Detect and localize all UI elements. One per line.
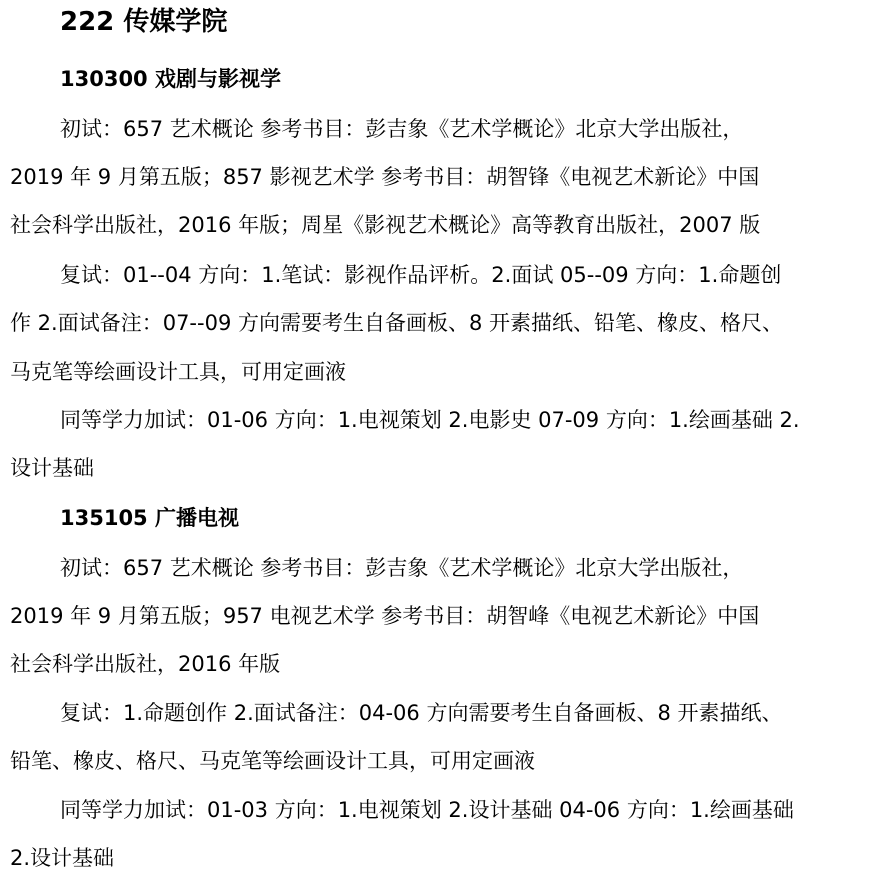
paragraph-line: 同等学力加试：01-06 方向：1.电视策划 2.电影史 07-09 方向：1.绘画基础 2. <box>60 408 800 432</box>
paragraph-line: 2019 年 9 月第五版；957 电视艺术学 参考书目：胡智峰《电视艺术新论》中国 <box>10 604 760 628</box>
section-heading-broadcast-tv: 135105 广播电视 <box>60 506 239 530</box>
paragraph-line: 初试：657 艺术概论 参考书目：彭吉象《艺术学概论》北京大学出版社， <box>60 556 744 580</box>
paragraph-line: 社会科学出版社，2016 年版；周星《影视艺术概论》高等教育出版社，2007 版 <box>10 213 761 237</box>
paragraph-line: 设计基础 <box>10 456 94 480</box>
paragraph-line: 初试：657 艺术概论 参考书目：彭吉象《艺术学概论》北京大学出版社， <box>60 117 744 141</box>
paragraph-line: 同等学力加试：01-03 方向：1.电视策划 2.设计基础 04-06 方向：1.绘画基础 <box>60 798 794 822</box>
paragraph-line: 2.设计基础 <box>10 846 115 870</box>
paragraph-line: 复试：01--04 方向：1.笔试：影视作品评析。2.面试 05--09 方向：1.命题创 <box>60 263 782 287</box>
paragraph-line: 社会科学出版社，2016 年版 <box>10 652 281 676</box>
paragraph-line: 铅笔、橡皮、格尺、马克笔等绘画设计工具，可用定画液 <box>10 749 535 773</box>
paragraph-line: 2019 年 9 月第五版；857 影视艺术学 参考书目：胡智锋《电视艺术新论》中国 <box>10 165 760 189</box>
paragraph-line: 作 2.面试备注：07--09 方向需要考生自备画板、8 开素描纸、铅笔、橡皮、格尺、 <box>10 311 784 335</box>
section-heading-drama-film: 130300 戏剧与影视学 <box>60 67 281 91</box>
school-title: 222 传媒学院 <box>60 7 228 37</box>
paragraph-line: 复试：1.命题创作 2.面试备注：04-06 方向需要考生自备画板、8 开素描纸、 <box>60 701 783 725</box>
paragraph-line: 马克笔等绘画设计工具，可用定画液 <box>10 360 346 384</box>
